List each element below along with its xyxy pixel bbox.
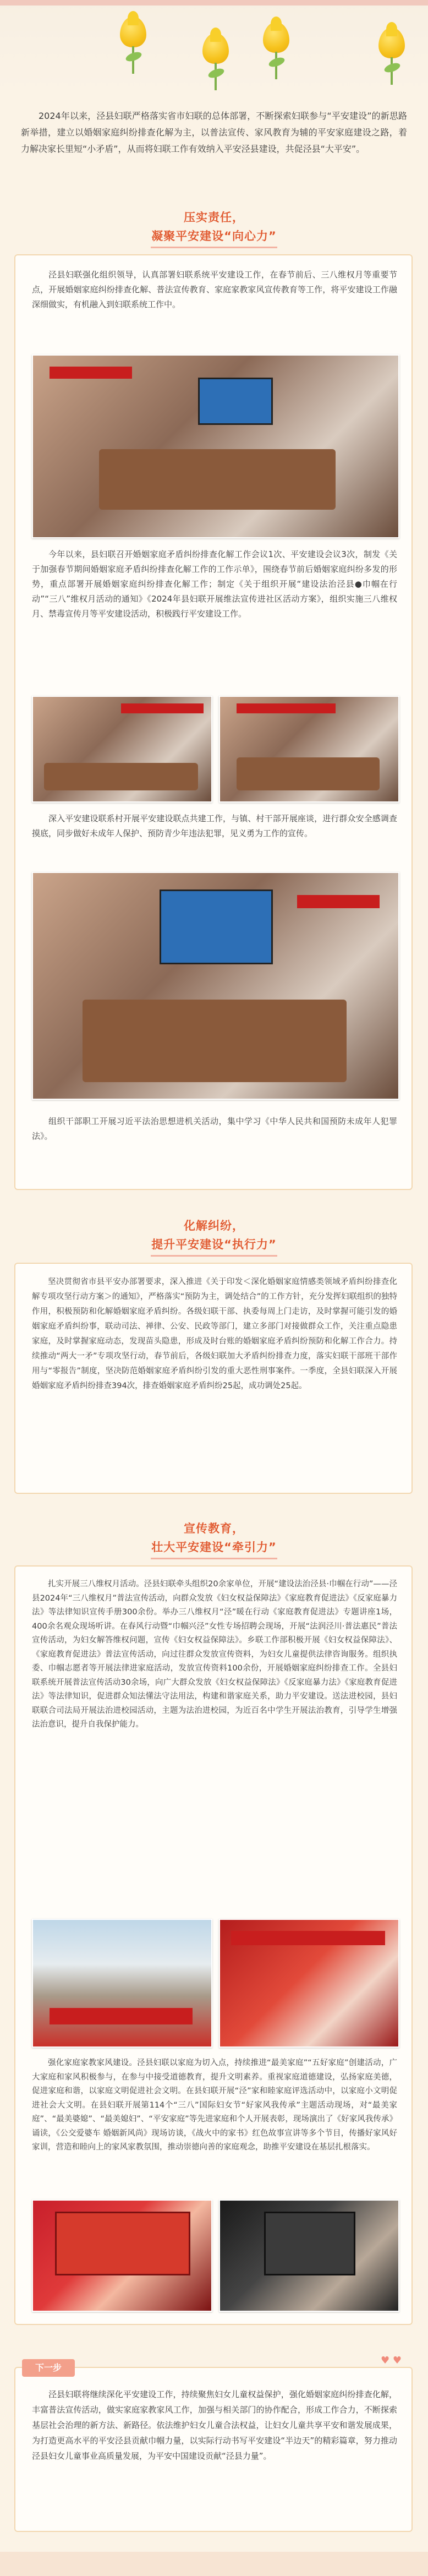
intro-paragraph: 2024年以来，泾县妇联严格落实省市妇联的总体部署，不断探索妇联参与“平安建设”的新思路新举措，建立以婚姻家庭纠纷排查化解为主，以普法宣传、家风教育为辅的平安家庭建设之路，着力解决家长里短“小矛盾”，从而将妇联工作有效纳入平安泾县建设，共促泾县“大平安”。 [21, 111, 407, 154]
study-session-photo [32, 872, 399, 1100]
video-screening-photo [219, 2200, 399, 2312]
outdoor-campaign-photo [32, 1919, 212, 2048]
section-3-title [0, 1519, 428, 1559]
next-step-paragraph: 泾县妇联将继续深化平安建设工作，持续聚焦妇女儿童权益保护，强化婚姻家庭纠纷排查化解，丰富普法宣传活动，做实家庭家教家风工作，加强与相关部门的协作配合，形成工作合力，不断探索基层社会治理的新方法、新路径。依法维护妇女儿童合法权益，让妇女儿童共享平安和谐发展成果，为打造更高水平的平安泾县贡献巾帼力量，以实际行动书写平安建设“半边天”的精彩篇章，努力推动泾县妇女儿童事业高质量发展，为平安中国建设贡献“泾县力量”。 [32, 2389, 397, 2461]
footer-decoration [0, 2552, 428, 2576]
section-3-paragraph-1: 扎实开展三八维权月活动。泾县妇联牵头组织20余家单位，开展“建设法治泾县·巾帼在行动”——泾县2024年“三八维权月”普法宣传活动，向群众发放《妇女权益保障法》《家庭教育促进法》《反家庭暴力法》等法律知识宣传手册300余份。举办三八维权月“泾”暖在行动《家庭教育促进法》专题讲座1场，400余名观众现场听讲。在春风行动暨“巾帼兴泾”女性专场招聘会现场，开展“法润泾川·普法惠民”普法宣传活动，为妇女解答维权问题，宣传《妇女权益保障法》。乡联工作部积极开展《妇女权益保障法》、《家庭教育促进法》普法宣传活动，向过往群众发放宣传资料，为妇女儿童提供法律咨询服务。组织执委、巾帼志愿者等开展法律进家庭活动，发放宣传资料100余份，开展婚姻家庭纠纷排查工作。全县妇联系统开展普法宣传活动30余场，向广大群众发放《妇女权益保障法》《反家庭暴力法》《家庭教育促进法》等法律知识，促进群众知法懂法守法用法，构建和谐家庭关系，助力平安建设。送法进校园，县妇联联合司法局开展法治进校园活动，主题为法治进校园，为近百名中学生开展法治教育，引导学生增强法治意识，提升自我保护能力。 [32, 1580, 397, 1729]
section-1-paragraph-4: 组织干部职工开展习近平法治思想进机关活动，集中学习《中华人民共和国预防未成年人犯罪法》。 [32, 1116, 397, 1141]
section-1-card [14, 254, 413, 1190]
section-2-paragraph-1: 坚决贯彻省市县平安办部署要求，深入推进《关于印发＜深化婚姻家庭情感类领域矛盾纠纷排查化解专项攻坚行动方案＞的通知》，严格落实“预防为主，调处结合”的工作方针，充分发挥妇联组织的独特作用，积极预防和化解婚姻家庭矛盾纠纷。各级妇联干部、执委每周上门走访，及时掌握可能引发的婚姻家庭矛盾纠纷事，联动司法、禅律、公安、民政等部门，建立多部门对接做群众工作，关注重点隐患家庭，及时掌握家庭动态，发现苗头隐患，形成及时台账的婚姻家庭矛盾纠纷预防和化解工作合力。持续推动“两大一矛”专项攻坚行动，春节前后，各级妇联加大矛盾纠纷排查力度，落实妇联干部班干部作用与“零报告”制度，坚决防范婚姻家庭矛盾纠纷引发的重大恶性刑事案件。一季度，全县妇联深入开展婚姻家庭矛盾纠纷排查394次，排查婚姻家庭矛盾纠纷25起，成功调处25起。 [32, 1278, 397, 1390]
section-2-title-line2: 提升平安建设“执行力” [151, 1238, 277, 1251]
meeting-photo [32, 354, 399, 538]
tulip-icon [116, 17, 151, 59]
section-2-card [14, 1263, 413, 1494]
next-step-card [14, 2355, 413, 2532]
section-3-card [14, 1565, 413, 2325]
tulip-icon [374, 28, 409, 70]
title-underline [151, 247, 277, 248]
section-1-paragraph-3: 深入平安建设联系村开展平安建设联点共建工作，与镇、村干部开展座谈，进行群众安全感调查摸底，同步做好未成年人保护、预防青少年违法犯罪，见义勇为工作的宣传。 [32, 814, 397, 838]
section-3-title-line1: 宣传教育， [184, 1522, 244, 1535]
hearts-icon: ♥ ♥ [381, 2355, 402, 2366]
next-step-tag: 下一步 [22, 2359, 75, 2377]
section-2-title [0, 1216, 428, 1257]
section-1-title [0, 208, 428, 248]
section-1-paragraph-1: 泾县妇联强化组织领导，认真部署妇联系统平安建设工作，在春节前后、三八维权月等重要节点，开展婚姻家庭纠纷排查化解、普法宣传教育、家庭家教家风宣传教育等工作，将平安建设工作融深细做实，有机融入到妇联系统工作中。 [32, 270, 397, 309]
title-underline [151, 1255, 277, 1257]
section-1-paragraph-2: 今年以来，县妇联召开婚姻家庭矛盾纠纷排查化解工作会议1次、平安建设会议3次，制发《关于加强春节期间婚姻家庭矛盾纠纷排查化解工作的工作示单》，围绕春节前后婚姻家庭纠纷多发的形势，重点部署开展婚姻家庭纠纷排查化解工作；制定《关于组织开展“建设法治泾县●巾帼在行动”“三八”维权月活动的通知》《2024年县妇联开展维法宣传进社区活动方案》，组织实施三八维权月、禁毒宣传月等平安建设活动，积极践行平安建设工作。 [32, 549, 397, 619]
section-3-title-line2: 壮大平安建设“牵引力” [151, 1541, 277, 1554]
section-3-paragraph-2: 强化家庭家教家风建设。泾县妇联以家庭为切入点，持续推进“最美家庭”“五好家庭”创建活动，广大家庭和家风积极参与，在参与中接受道德教育，提升文明素养。重视家庭道德建设，弘扬家庭美德，促进家庭和谐，以家庭文明促进社会文明。在县妇联开展“泾”家和睦家庭评选活动中，以家庭小文明促进社会大文明。在县妇联开展第114个“三八”国际妇女节“好家风我传承”主题活动现场，对“最美家庭”、“最美婆媳”、“最美媳妇”、“平安家庭”等先进家庭和个人开展表彰，现场演出了《好家风我传承》诵读，《公交爱婆车 婚姻新风尚》现场访谈，《战火中的家书》红色故事宣讲等多个节目，传播好家风好家训，营造和睦向上的家风家教氛围，推动崇德向善的家庭观念，助推平安建设在基层扎根落实。 [32, 2059, 397, 2152]
tulip-header-banner [0, 0, 428, 94]
village-meeting-photo [32, 696, 212, 803]
tulip-icon [198, 33, 233, 76]
stage-performance-photo [32, 2200, 212, 2312]
section-2-title-line1: 化解纠纷， [184, 1219, 244, 1232]
title-underline [151, 1558, 277, 1559]
tulip-icon [259, 22, 294, 65]
top-pink-bar [0, 0, 428, 6]
survey-discussion-photo [219, 696, 399, 803]
section-1-title-line2: 凝聚平安建设“向心力” [151, 230, 277, 243]
section-1-title-line1: 压实责任， [184, 211, 244, 224]
legal-consultation-photo [219, 1919, 399, 2048]
